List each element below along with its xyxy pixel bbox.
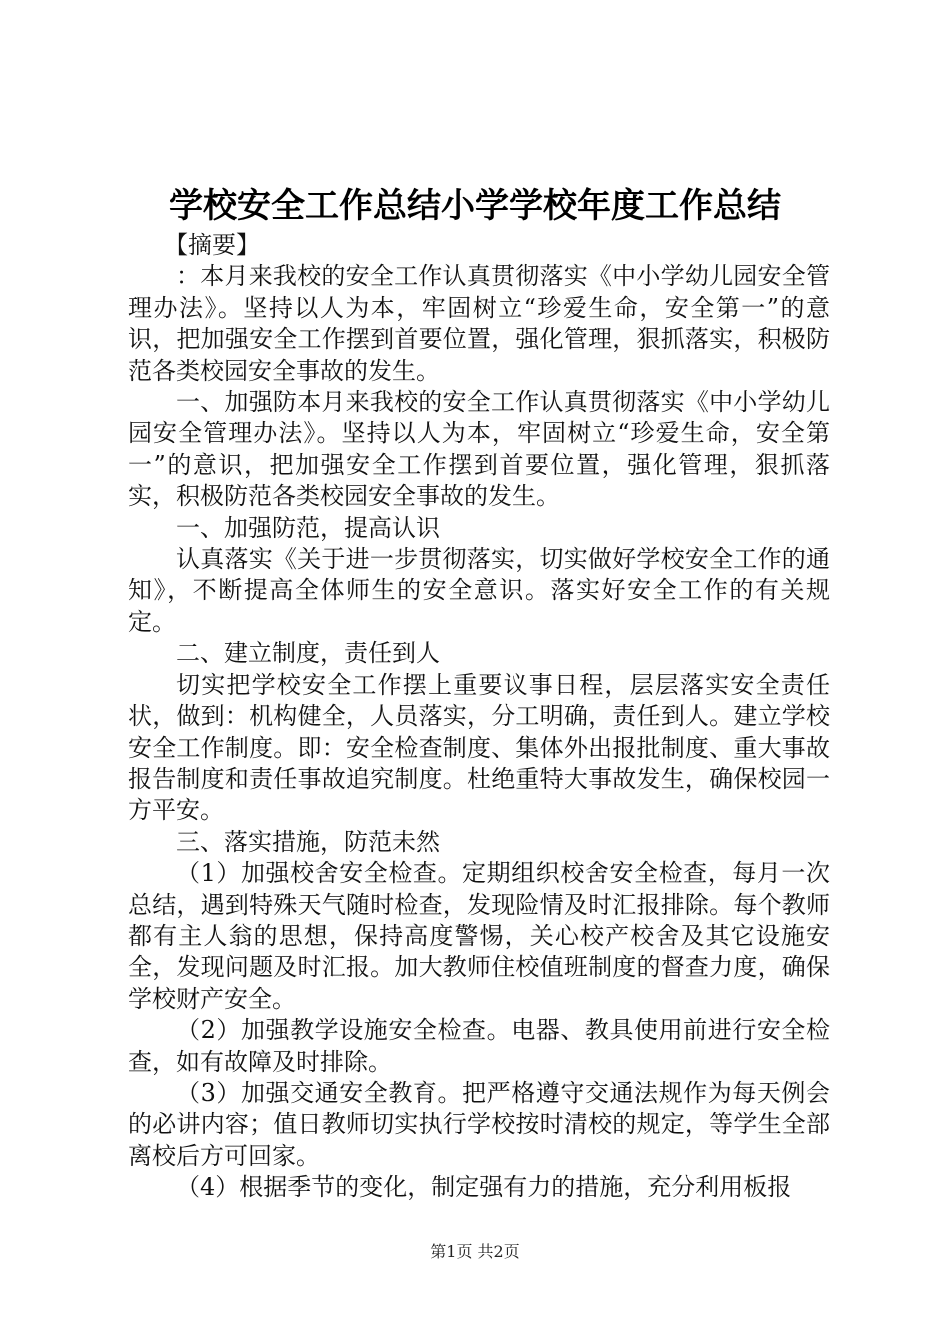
abstract-paragraph: ：本月来我校的安全工作认真贯彻落实《中小学幼儿园安全管理办法》。坚持以人为本，牢固树立“珍爱生命，安全第一”的意识，把加强安全工作摆到首要位置，强化管理，狠抓落实，积极防范各类校园安全事故的发生。 [128, 262, 830, 385]
page-footer: 第1页 共2页 [430, 1242, 520, 1261]
section-heading: 三、落实措施，防范未然 [176, 827, 440, 856]
list-item: （1）加强校舍安全检查。定期组织校舍安全检查，每月一次总结，遇到特殊天气随时检查，发现险情及时汇报排除。每个教师都有主人翁的思想，保持高度警惕，关心校产校舍及其它设施安全，发现问题及时汇报。加大教师住校值班制度的督查力度，确保学校财产安全。 [128, 859, 830, 1013]
document-body [128, 230, 830, 1204]
abstract-label: 【摘要】 [164, 231, 260, 259]
list-item: （3）加强交通安全教育。把严格遵守交通法规作为每天例会的必讲内容；值日教师切实执行学校按时清校的规定，等学生全部离校后方可回家。 [128, 1078, 830, 1170]
body-paragraph: 一、加强防本月来我校的安全工作认真贯彻落实《中小学幼儿园安全管理办法》。坚持以人为本，牢固树立“珍爱生命，安全第一”的意识，把加强安全工作摆到首要位置，强化管理，狠抓落实，积极防范各类校园安全事故的发生。 [128, 388, 830, 511]
body-paragraph: 切实把学校安全工作摆上重要议事日程，层层落实安全责任状，做到：机构健全，人员落实，分工明确，责任到人。建立学校安全工作制度。即：安全检查制度、集体外出报批制度、重大事故报告制度和责任事故追究制度。杜绝重特大事故发生，确保校园一方平安。 [128, 670, 830, 825]
section-heading: 二、建立制度，责任到人 [176, 639, 440, 668]
list-item: （4）根据季节的变化，制定强有力的措施，充分利用板报 [176, 1173, 792, 1202]
body-paragraph: 认真落实《关于进一步贯彻落实，切实做好学校安全工作的通知》，不断提高全体师生的安全意识。落实好安全工作的有关规定。 [128, 545, 830, 636]
document-title: 学校安全工作总结小学学校年度工作总结 [169, 186, 781, 226]
section-heading: 一、加强防范，提高认识 [176, 513, 440, 542]
list-item: （2）加强教学设施安全检查。电器、教具使用前进行安全检查，如有故障及时排除。 [128, 1016, 830, 1076]
